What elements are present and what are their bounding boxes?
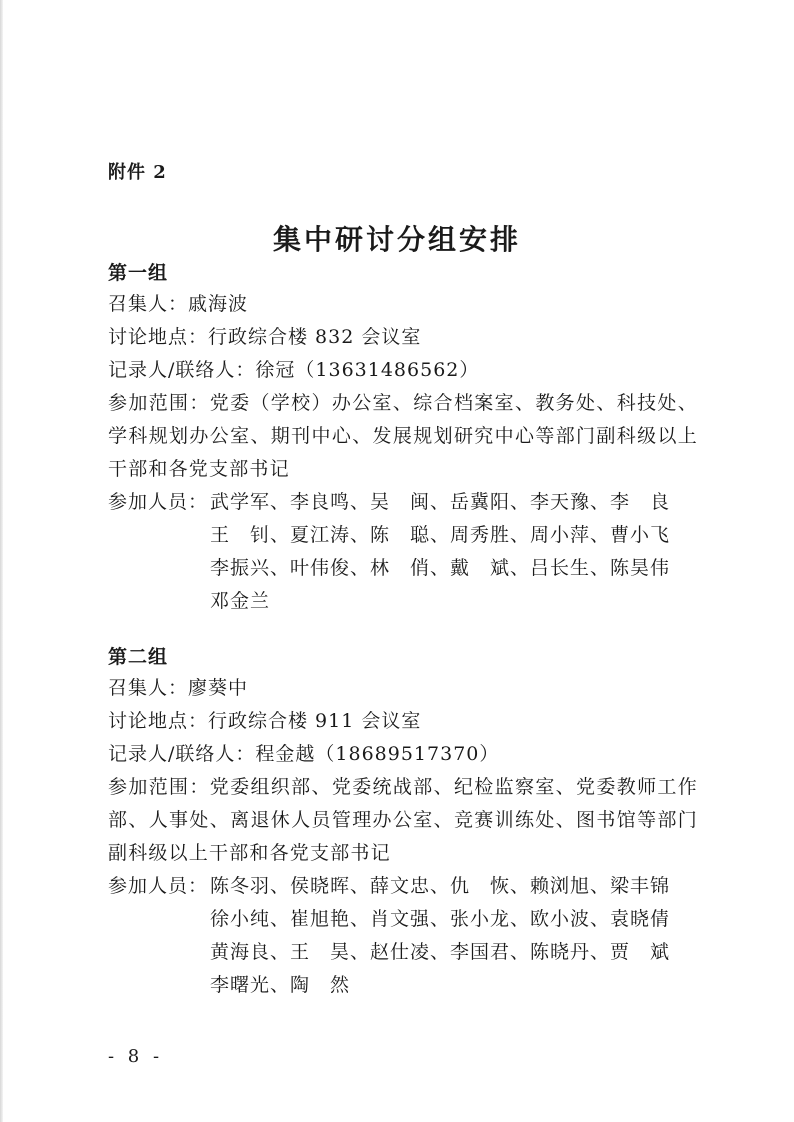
group-heading: 第二组 (108, 646, 169, 668)
location-value: 行政综合楼 832 会议室 (208, 326, 422, 348)
members-line: 邓金兰 (210, 590, 271, 612)
members-line: 李振兴、叶伟俊、林 俏、戴 斌、吕长生、陈昊伟 (210, 557, 671, 579)
convener-label: 召集人： (108, 677, 189, 699)
members-line: 黄海良、王 昊、赵仕凌、李国君、陈晓丹、贾 斌 (210, 941, 671, 963)
location-label: 讨论地点： (108, 710, 209, 732)
convener-label: 召集人： (108, 293, 189, 315)
group-heading: 第一组 (108, 262, 169, 284)
convener-row (108, 672, 698, 705)
members-block (108, 486, 698, 618)
scope-label: 参加范围： (108, 776, 210, 798)
location-row (108, 705, 698, 738)
scope-value: 党委组织部、党委统战部、纪检监察室、党委教师工作部、人事处、离退休人员管理办公室、竞赛训练处、图书馆等部门副科级以上干部和各党支部书记 (108, 776, 698, 864)
convener-name: 廖葵中 (188, 677, 249, 699)
document-title: 集中研讨分组安排 (272, 223, 521, 256)
members-label: 参加人员： (108, 875, 209, 897)
page-number: - 8 - (108, 1046, 164, 1067)
contact-label: 记录人/联络人： (108, 743, 256, 765)
convener-name: 戚海波 (188, 293, 249, 315)
members-line: 陈冬羽、侯晓晖、薛文忠、仇 恢、赖浏旭、梁丰锦 (210, 875, 671, 897)
contact-value: 徐冠（13631486562） (255, 359, 480, 381)
attachment-label: 附件 2 (108, 162, 167, 183)
contact-value: 程金越（18689517370） (255, 743, 500, 765)
members-line: 李曙光、陶 然 (210, 974, 351, 996)
scope-paragraph (108, 771, 698, 870)
location-value: 行政综合楼 911 会议室 (208, 710, 422, 732)
scope-label: 参加范围： (108, 392, 210, 414)
group-section (108, 642, 698, 1002)
members-line: 武学军、李良鸣、吴 闽、岳冀阳、李天豫、李 良 (210, 491, 671, 513)
members-list (210, 870, 698, 1002)
location-row (108, 321, 698, 354)
contact-label: 记录人/联络人： (108, 359, 256, 381)
scope-value: 党委（学校）办公室、综合档案室、教务处、科技处、学科规划办公室、期刊中心、发展规划研究中心等部门副科级以上干部和各党支部书记 (108, 392, 698, 480)
members-label: 参加人员： (108, 491, 209, 513)
group-section (108, 258, 698, 618)
members-list (210, 486, 698, 618)
contact-row (108, 738, 698, 771)
location-label: 讨论地点： (108, 326, 209, 348)
convener-row (108, 288, 698, 321)
members-line: 王 钊、夏江涛、陈 聪、周秀胜、周小萍、曹小飞 (210, 524, 671, 546)
contact-row (108, 354, 698, 387)
members-block (108, 870, 698, 1002)
members-line: 徐小纯、崔旭艳、肖文强、张小龙、欧小波、袁晓倩 (210, 908, 671, 930)
scope-paragraph (108, 387, 698, 486)
scan-edge (0, 0, 3, 1122)
